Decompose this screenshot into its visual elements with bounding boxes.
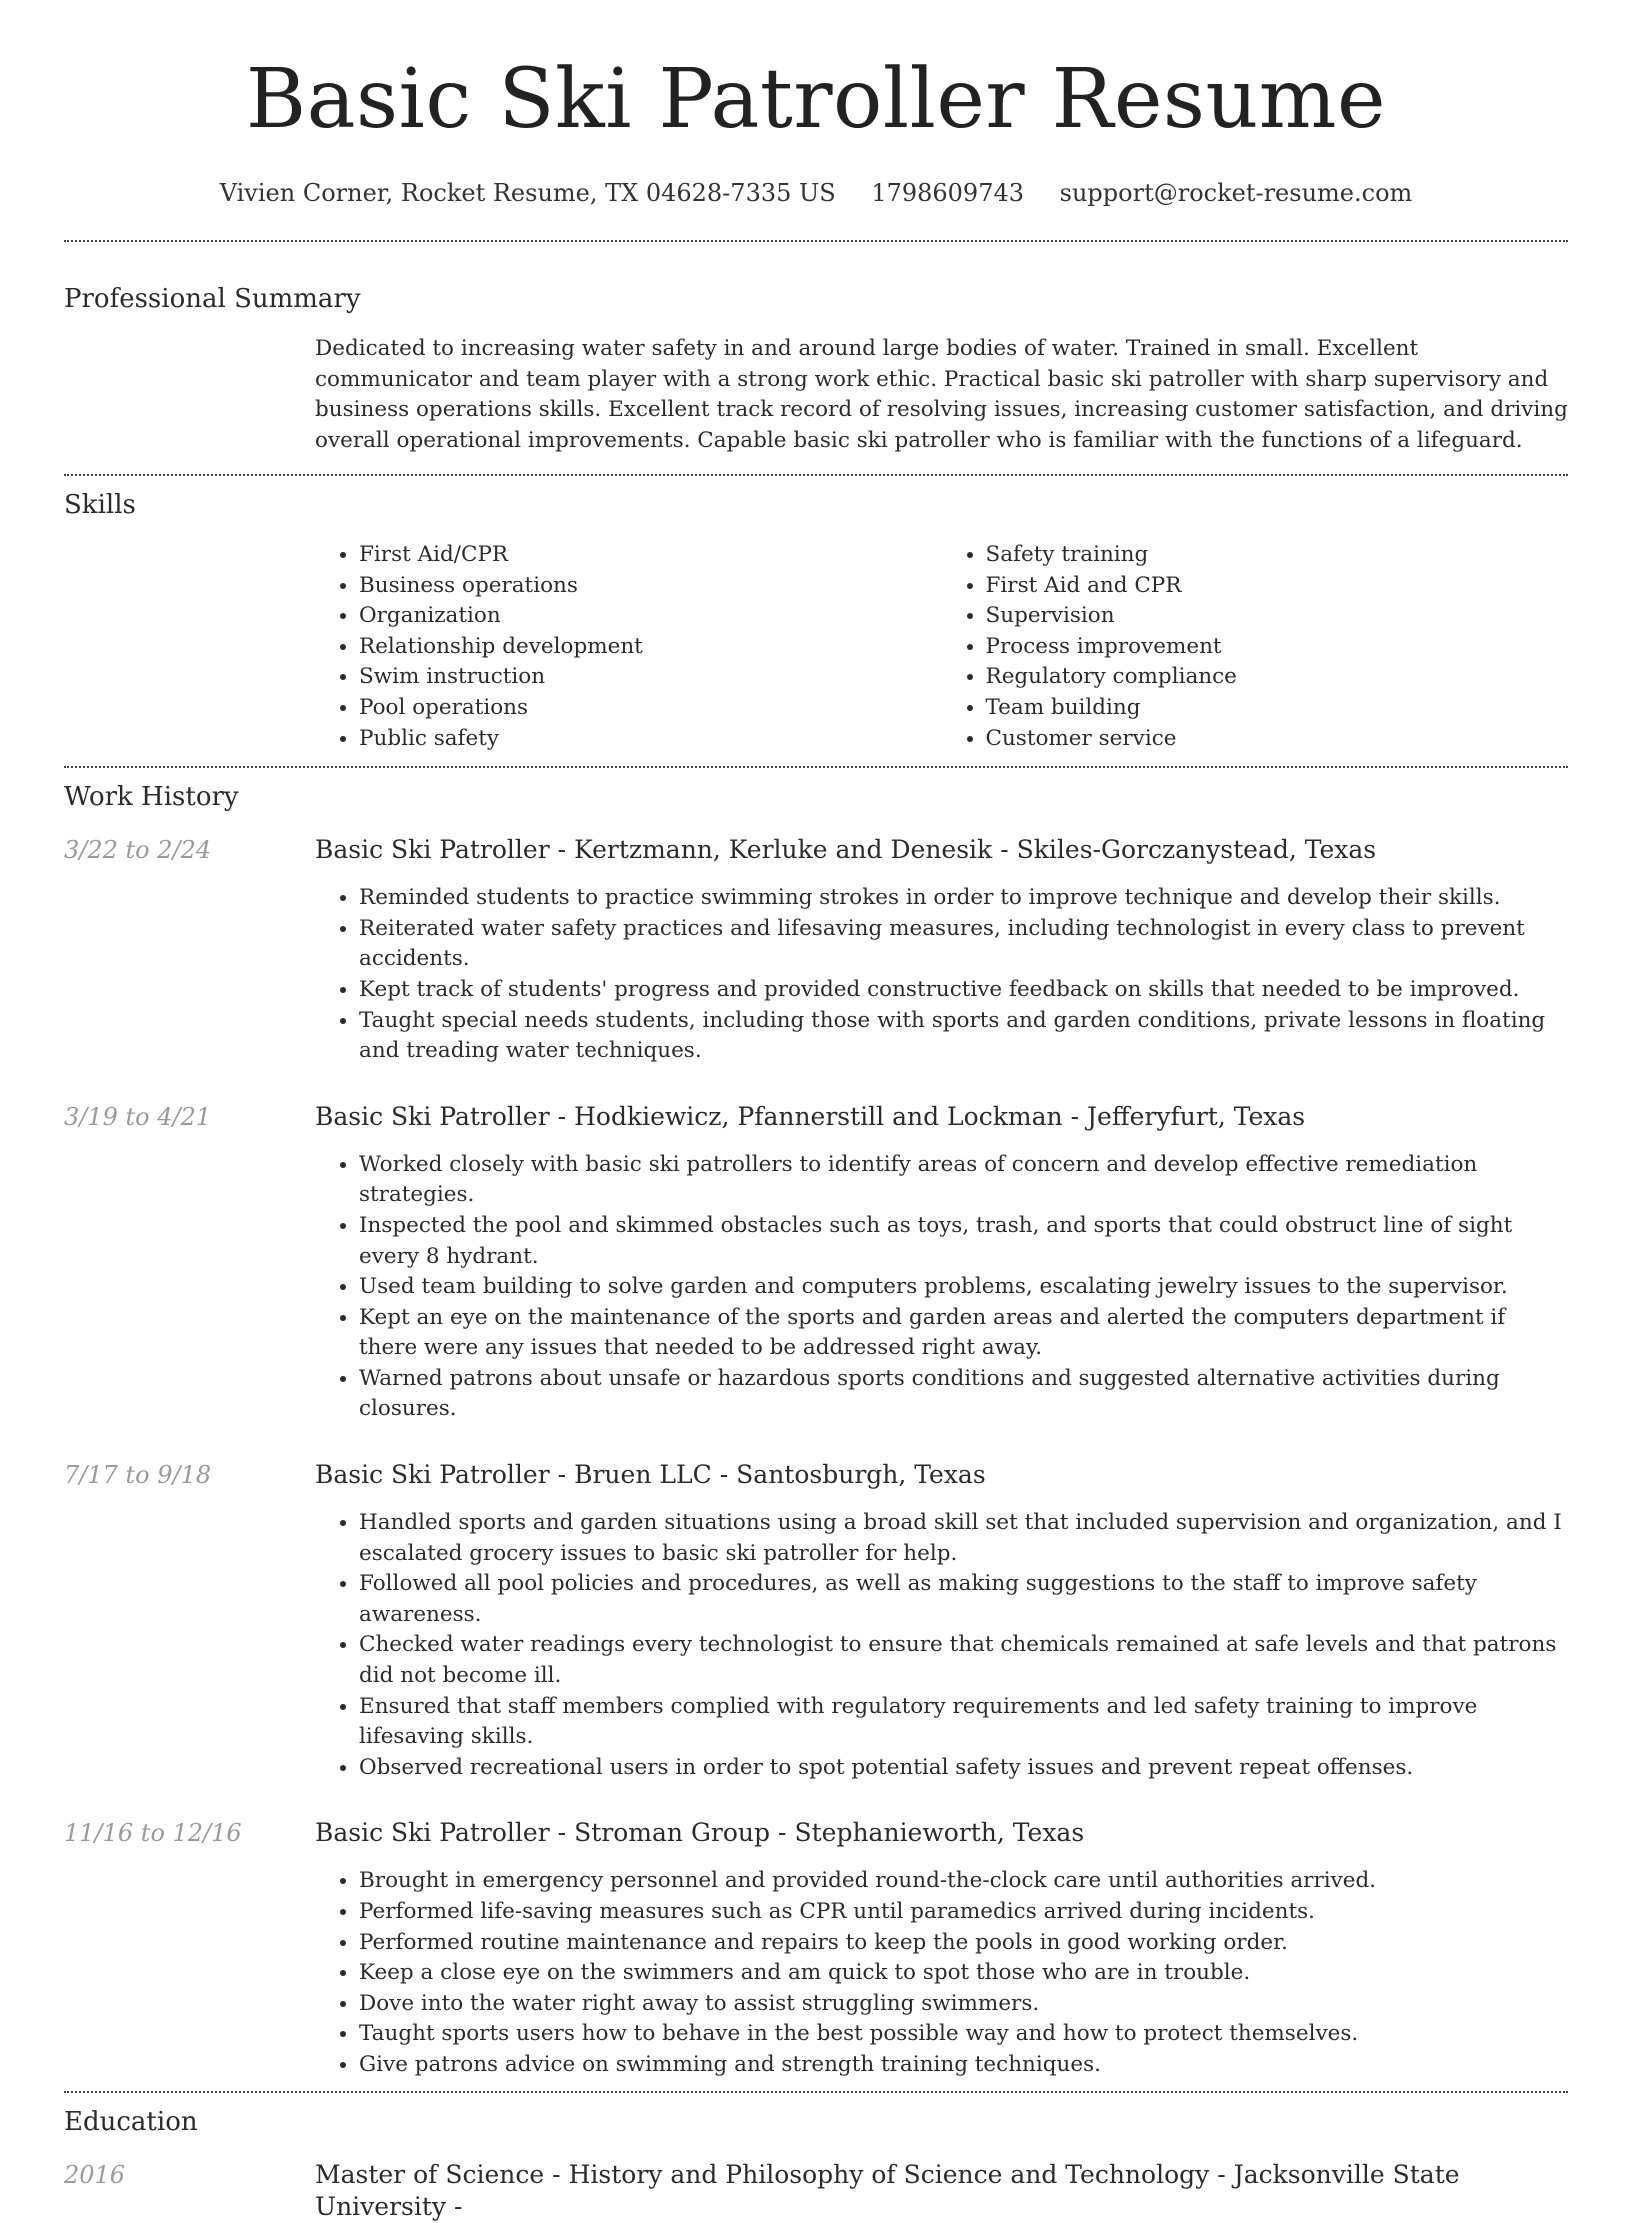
job-bullet: • Worked closely with basic ski patrollers to identify areas of concern and develop effective remediation strategies. (359, 1150, 1568, 1211)
job-role: Basic Ski Patroller (315, 1460, 550, 1490)
skill-item: • Organization (359, 601, 942, 632)
job-dates: 7/17 to 9/18 (64, 1461, 212, 1490)
education-degree: Master of Science (315, 2159, 545, 2189)
job-bullet: • Ensured that staff members complied with regulatory requirements and led safety training to improve lifesaving skills. (359, 1692, 1568, 1753)
section-divider (64, 766, 1568, 768)
job-role: Basic Ski Patroller (315, 1818, 550, 1848)
job-entry (64, 1817, 1568, 1849)
job-bullet: • Observed recreational users in order to spot potential safety issues and prevent repeat offenses. (359, 1753, 1568, 1784)
skill-item: • Regulatory compliance (986, 662, 1569, 693)
job-company: Hodkiewicz, Pfannerstill and Lockman (574, 1101, 1063, 1131)
education-school: Jacksonville State University (315, 2159, 1460, 2221)
job-header: Basic Ski Patroller - Bruen LLC - Santosburgh, Texas (315, 1460, 986, 1490)
skill-item: • Relationship development (359, 632, 942, 663)
job-location: Skiles-Gorczanystead, Texas (1016, 835, 1377, 865)
work-history-heading: Work History (64, 782, 239, 813)
contact-phone: 1798609743 (871, 179, 1025, 207)
resume-title: Basic Ski Patroller Resume (245, 52, 1387, 147)
skill-item: • Customer service (986, 724, 1569, 755)
skills-list (315, 540, 1568, 754)
skill-item: • Public safety (359, 724, 942, 755)
education-year: 2016 (64, 2160, 126, 2189)
job-bullet: • Checked water readings every technologist to ensure that chemicals remained at safe levels and that patrons did not become ill. (359, 1630, 1568, 1691)
summary-heading: Professional Summary (64, 284, 361, 314)
job-bullet: • Performed routine maintenance and repairs to keep the pools in good working order. (359, 1928, 1568, 1959)
job-entry (64, 1459, 1568, 1491)
job-bullet: • Inspected the pool and skimmed obstacles such as toys, trash, and sports that could obstruct line of sight every 8 hydrant. (359, 1211, 1568, 1272)
skill-item: • Pool operations (359, 693, 942, 724)
job-company: Bruen LLC (574, 1460, 712, 1490)
job-company: Stroman Group (574, 1818, 771, 1848)
job-bullet: • Handled sports and garden situations using a broad skill set that included supervision and organization, and I escalated grocery issues to basic ski patroller for help. (359, 1508, 1568, 1569)
education-header: Master of Science - History and Philosophy of Science and Technology - Jacksonville State University - (315, 2159, 1460, 2221)
job-bullet: • Taught special needs students, including those with sports and garden conditions, private lessons in floating and treading water techniques. (359, 1006, 1568, 1067)
job-location: Stephanieworth, Texas (794, 1818, 1085, 1848)
job-bullet: • Warned patrons about unsafe or hazardous sports conditions and suggested alternative activities during closures. (359, 1364, 1568, 1425)
job-bullet: • Taught sports users how to behave in the best possible way and how to protect themselves. (359, 2019, 1568, 2050)
skills-heading: Skills (64, 490, 136, 520)
job-role: Basic Ski Patroller (315, 1101, 550, 1131)
contact-address: Vivien Corner, Rocket Resume, TX 04628-7335 US (219, 179, 836, 207)
job-entry (64, 834, 1568, 866)
section-divider (64, 474, 1568, 476)
education-entry (64, 2159, 1568, 2223)
job-dates: 3/22 to 2/24 (64, 836, 212, 865)
education-field: History and Philosophy of Science and Technology (568, 2159, 1210, 2189)
job-bullets (315, 1866, 1568, 2080)
job-dates: 11/16 to 12/16 (64, 1819, 242, 1848)
job-location: Santosburgh, Texas (736, 1460, 986, 1490)
section-divider (64, 240, 1568, 242)
job-bullets (315, 1508, 1568, 1783)
skill-item: • Business operations (359, 571, 942, 602)
job-role: Basic Ski Patroller (315, 835, 550, 865)
job-bullets (315, 1150, 1568, 1425)
resume-page (64, 0, 1568, 2223)
job-header: Basic Ski Patroller - Kertzmann, Kerluke and Denesik - Skiles-Gorczanystead, Texas (315, 835, 1377, 865)
skills-column-left (315, 540, 942, 754)
section-divider (64, 2091, 1568, 2093)
job-dates: 3/19 to 4/21 (64, 1102, 212, 1131)
education-heading: Education (64, 2106, 198, 2137)
job-bullet: • Reminded students to practice swimming strokes in order to improve technique and develop their skills. (359, 883, 1568, 914)
contact-email: support@rocket-resume.com (1059, 179, 1413, 207)
job-header: Basic Ski Patroller - Hodkiewicz, Pfannerstill and Lockman - Jefferyfurt, Texas (315, 1101, 1306, 1131)
job-location: Jefferyfurt, Texas (1087, 1101, 1306, 1131)
job-bullet: • Dove into the water right away to assist struggling swimmers. (359, 1989, 1568, 2020)
skill-item: • First Aid/CPR (359, 540, 942, 571)
job-bullet: • Used team building to solve garden and computers problems, escalating jewelry issues to the supervisor. (359, 1272, 1568, 1303)
skill-item: • Supervision (986, 601, 1569, 632)
job-bullet: • Reiterated water safety practices and lifesaving measures, including technologist in every class to prevent accidents. (359, 914, 1568, 975)
job-header: Basic Ski Patroller - Stroman Group - Stephanieworth, Texas (315, 1818, 1085, 1848)
skill-item: • Safety training (986, 540, 1569, 571)
job-company: Kertzmann, Kerluke and Denesik (574, 835, 993, 865)
job-bullet: • Brought in emergency personnel and provided round-the-clock care until authorities arrived. (359, 1866, 1568, 1897)
skills-column-right (942, 540, 1569, 754)
job-entry (64, 1101, 1568, 1133)
job-bullet: • Give patrons advice on swimming and strength training techniques. (359, 2050, 1568, 2081)
skill-item: • First Aid and CPR (986, 571, 1569, 602)
job-bullet: • Performed life-saving measures such as CPR until paramedics arrived during incidents. (359, 1897, 1568, 1928)
skill-item: • Process improvement (986, 632, 1569, 663)
job-bullet: • Keep a close eye on the swimmers and am quick to spot those who are in trouble. (359, 1958, 1568, 1989)
job-bullet: • Kept an eye on the maintenance of the sports and garden areas and alerted the computers department if there were any issues that needed to be addressed right away. (359, 1303, 1568, 1364)
education-trailing-dash: - (454, 2191, 463, 2221)
skill-item: • Swim instruction (359, 662, 942, 693)
job-bullets (315, 883, 1568, 1067)
job-bullet: • Followed all pool policies and procedures, as well as making suggestions to the staff to improve safety awareness. (359, 1569, 1568, 1630)
contact-line (64, 178, 1568, 208)
summary-text: Dedicated to increasing water safety in and around large bodies of water. Trained in small. Excellent communicator and team player with a strong work ethic. Practical basic ski patroller with sharp supervisory and business operations skills. Excellent track record of resolving issues, increasing customer satisfaction, and driving overall operational improvements. Capable basic ski patroller who is familiar with the functions of a lifeguard. (315, 336, 1568, 453)
job-bullet: • Kept track of students' progress and provided constructive feedback on skills that needed to be improved. (359, 975, 1568, 1006)
skill-item: • Team building (986, 693, 1569, 724)
